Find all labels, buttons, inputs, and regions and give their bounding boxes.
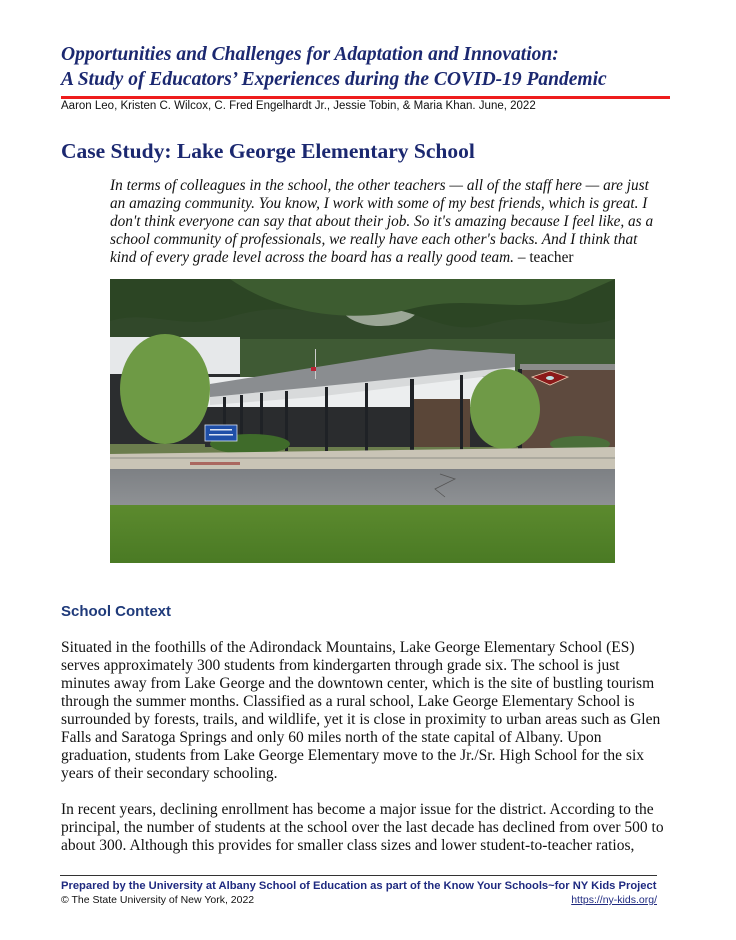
paragraph-line: minutes away from Lake George and the downtown center, which is the site of bustling tourism xyxy=(61,675,655,692)
context-paragraph-1 xyxy=(61,639,681,783)
quote-text: kind of every grade level across the board has a really good team. xyxy=(110,249,515,266)
quote-line: an amazing community. You know, I work with some of my best friends, which is great. I xyxy=(110,195,648,212)
paragraph-line: through the summer months. Classified as a rural school, Lake George Elementary School is xyxy=(61,693,635,710)
quote-line: school community of professionals, we really have each other's backs. And I think that xyxy=(110,231,638,248)
quote-attribution: – teacher xyxy=(514,249,574,266)
footer-copyright: © The State University of New York, 2022 xyxy=(61,894,255,906)
paragraph-line: principal, the number of students at the school over the last decade has declined from over 500 to xyxy=(61,819,664,836)
case-study-title: Case Study: Lake George Elementary School xyxy=(61,139,475,163)
paragraph-line: years of their secondary schooling. xyxy=(61,765,278,782)
paragraph-line: graduation, students from Lake George Elementary move to the Jr./Sr. High School for the six xyxy=(61,747,644,764)
school-building-image xyxy=(110,279,615,563)
report-title xyxy=(61,42,701,92)
report-title-line-2: A Study of Educators’ Experiences during the COVID-19 Pandemic xyxy=(61,69,607,90)
teacher-quote xyxy=(110,177,654,267)
quote-line: don't think everyone can say that about their job. So it's amazing because I feel like, as a xyxy=(110,213,654,230)
paragraph-line: In recent years, declining enrollment has become a major issue for the district. According to the xyxy=(61,801,654,818)
quote-line-last xyxy=(110,249,630,267)
ny-kids-link[interactable]: https://ny-kids.org/ xyxy=(571,894,657,906)
report-title-line-1: Opportunities and Challenges for Adaptation and Innovation: xyxy=(61,44,559,65)
paragraph-line: Falls and Saratoga Springs and only 60 miles north of the state capital of Albany. Upon xyxy=(61,729,602,746)
school-context-heading: School Context xyxy=(61,603,172,620)
context-paragraph-2 xyxy=(61,801,681,855)
footer-prepared-by: Prepared by the University at Albany School of Education as part of the Know Your Schools~for NY Kids Project xyxy=(61,880,657,892)
paragraph-line: Situated in the foothills of the Adirondack Mountains, Lake George Elementary School (ES) xyxy=(61,639,635,656)
paragraph-line: about 300. Although this provides for smaller class sizes and lower student-to-teacher ratios, xyxy=(61,837,635,854)
paragraph-line: serves approximately 300 students from kindergarten through grade six. The school is just xyxy=(61,657,620,674)
authors-byline: Aaron Leo, Kristen C. Wilcox, C. Fred Engelhardt Jr., Jessie Tobin, & Maria Khan. June, 2022 xyxy=(61,100,536,112)
footer-divider xyxy=(60,875,657,876)
paragraph-line: surrounded by forests, trails, and wildlife, yet it is close in proximity to urban areas such as Glen xyxy=(61,711,661,728)
school-photo xyxy=(110,279,615,563)
quote-line: In terms of colleagues in the school, the other teachers — all of the staff here — are just xyxy=(110,177,649,194)
